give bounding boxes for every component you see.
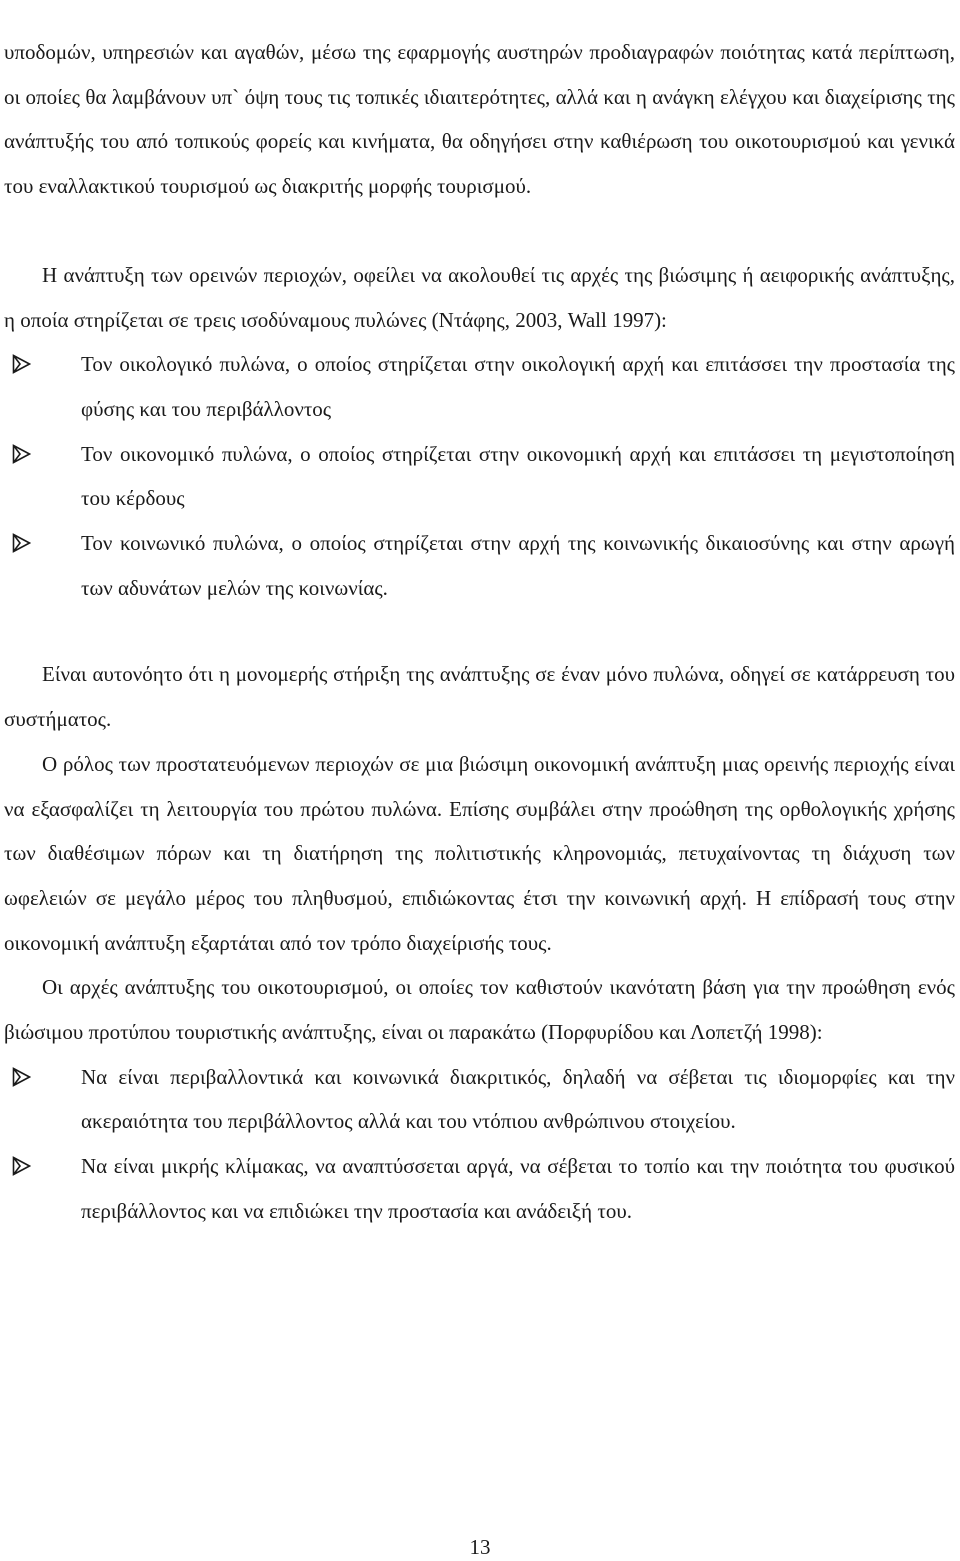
paragraph-mountain-development: Η ανάπτυξη των ορεινών περιοχών, οφείλει να ακολουθεί τις αρχές της βιώσιμης ή αειφορικής ανάπτυξης, η οποία στηρίζεται σε τρεις ισοδύναμους πυλώνες (Ντάφης, 2003, Wall 1997): — [4, 262, 955, 332]
pillars-list — [4, 342, 955, 610]
paragraph-ecotourism-principles: Οι αρχές ανάπτυξης του οικοτουρισμού, οι οποίες τον καθιστούν ικανότατη βάση για την προώθηση ενός βιώσιμου προτύπου τουριστικής ανάπτυξης, είναι οι παρακάτω (Πορφυρίδου και Λοπετζή 1998): — [4, 975, 955, 1045]
list-item-text: Τον οικονομικό πυλώνα, ο οποίος στηρίζεται στην οικονομική αρχή και επιτάσσει τη μεγιστοποίηση του κέρδους — [81, 441, 955, 511]
list-item-text: Να είναι μικρής κλίμακας, να αναπτύσσεται αργά, να σέβεται το τοπίο και την ποιότητα του φυσικού περιβάλλοντος και να επιδιώκει την προστασία και ανάδειξή του. — [81, 1154, 955, 1223]
list-item — [4, 432, 955, 521]
paragraph-protected-areas: Ο ρόλος των προστατευόμενων περιοχών σε μια βιώσιμη οικονομική ανάπτυξη μιας ορεινής περιοχής είναι να εξασφαλίζει τη λειτουργία του πρώτου πυλώνα. Επίσης συμβάλει στην προώθηση της ορθολογικής χρήσης των διαθέσιμων πόρων και τη διατήρηση της πολιτιστικής κληρονομιάς, πετυχαίνοντας τη διάχυση των ωφελειών σε μεγάλο μέρος του πληθυσμού, επιδιώκοντας έτσι την κοινωνική αρχή. Η επίδρασή τους στην οικονομική ανάπτυξη εξαρτάται από τον τρόπο διαχείρισής τους. — [4, 751, 955, 955]
arrowhead-bullet-icon — [12, 533, 31, 553]
list-item-text: Τον οικολογικό πυλώνα, ο οποίος στηρίζεται στην οικολογική αρχή και επιτάσσει την προστασία της φύσης και του περιβάλλοντος — [81, 352, 955, 421]
list-item — [4, 342, 955, 431]
paragraph-single-pillar: Είναι αυτονόητο ότι η μονομερής στήριξη της ανάπτυξης σε έναν μόνο πυλώνα, οδηγεί σε κατάρρευση του συστήματος. — [4, 662, 955, 732]
principles-list — [4, 1055, 955, 1234]
list-item — [4, 521, 955, 610]
list-item — [4, 1144, 955, 1233]
page-number: 13 — [469, 1535, 491, 1559]
paragraph-continuation: υποδομών, υπηρεσιών και αγαθών, μέσω της εφαρμογής αυστηρών προδιαγραφών ποιότητας κατά περίπτωση, οι οποίες θα λαμβάνουν υπ` όψη τους τις τοπικές ιδιαιτερότητες, αλλά και η ανάγκη ελέγχου και διαχείρισης της ανάπτυξής του από τοπικούς φορείς και κινήματα, θα οδηγήσει στην καθιέρωση του οικοτουρισμού και γενικά του εναλλακτικού τουρισμού ως διακριτής μορφής τουρισμού. — [4, 40, 955, 199]
arrowhead-bullet-icon — [12, 444, 31, 464]
page-content — [4, 30, 955, 1234]
list-item — [4, 1055, 955, 1144]
arrowhead-bullet-icon — [12, 1156, 31, 1176]
arrowhead-bullet-icon — [12, 354, 31, 374]
arrowhead-bullet-icon — [12, 1067, 31, 1087]
list-item-text: Να είναι περιβαλλοντικά και κοινωνικά διακριτικός, δηλαδή να σέβεται τις ιδιομορφίες και την ακεραιότητα του περιβάλλοντος αλλά και του ντόπιου ανθρώπινου στοιχείου. — [81, 1064, 955, 1134]
list-item-text: Τον κοινωνικό πυλώνα, ο οποίος στηρίζεται στην αρχή της κοινωνικής δικαιοσύνης και στην αρωγή των αδυνάτων μελών της κοινωνίας. — [81, 531, 955, 600]
